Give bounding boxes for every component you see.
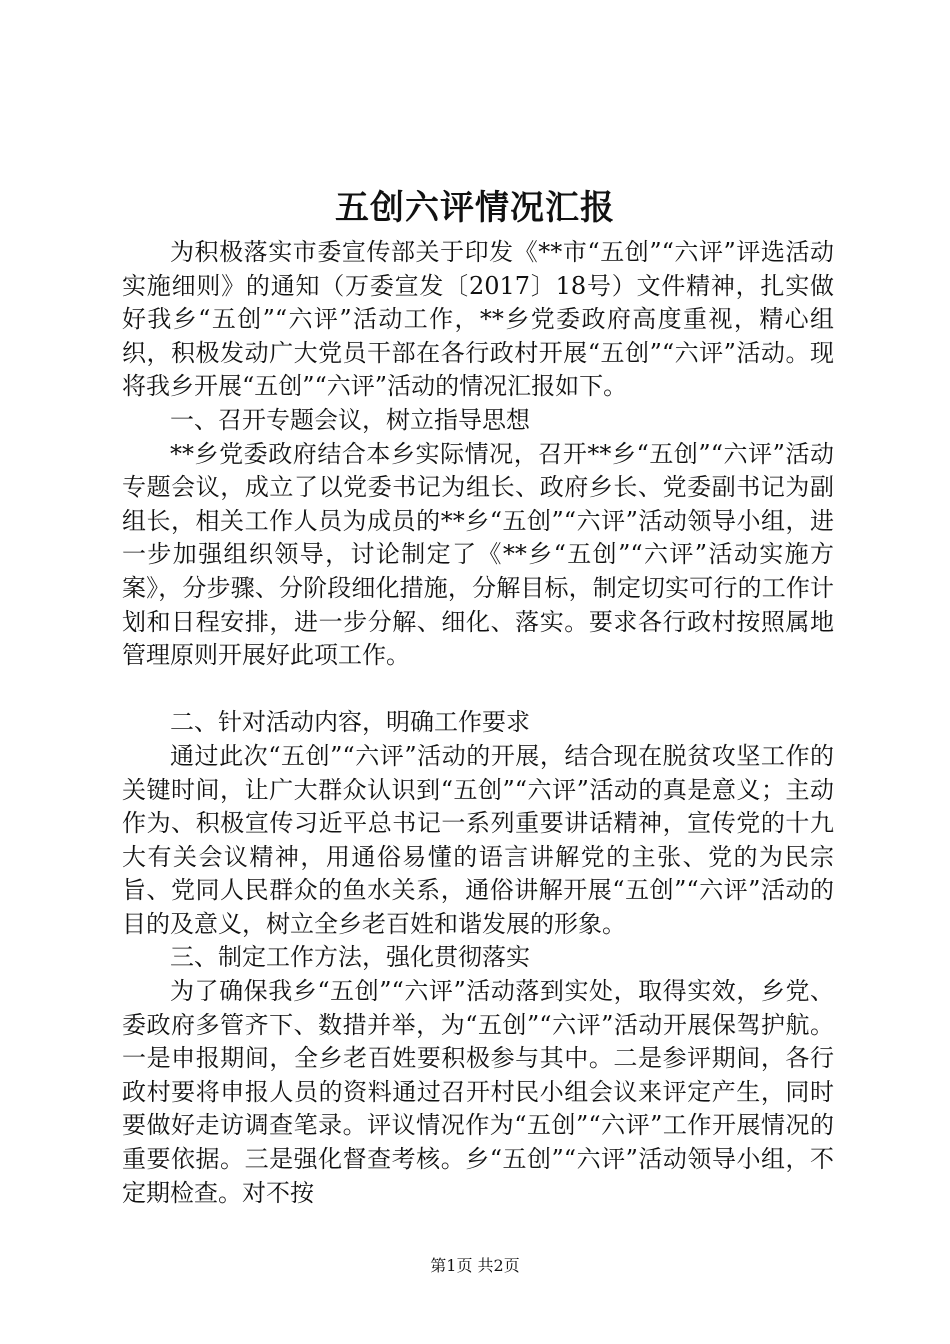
section-paragraph-1: **乡党委政府结合本乡实际情况，召开**乡“五创”“六评”活动专题会议，成立了以党委书记为组长、政府乡长、党委副书记为副组长，相关工作人员为成员的**乡“五创”“六评”活动领导小组，进一步加强组织领导，讨论制定了《**乡“五创”“六评”活动实施方案》，分步骤、分阶段细化措施，分解目标，制定切实可行的工作计划和日程安排，进一步分解、细化、落实。要求各行政村按照属地管理原则开展好此项工作。 — [122, 439, 834, 670]
page-number-footer: 第1页 共2页 — [430, 1256, 520, 1275]
section-heading-2: 二、针对活动内容，明确工作要求 — [170, 708, 530, 737]
section-paragraph-2: 通过此次“五创”“六评”活动的开展，结合现在脱贫攻坚工作的关键时间，让广大群众认识到“五创”“六评”活动的真是意义；主动作为、积极宣传习近平总书记一系列重要讲话精神，宣传党的十九大有关会议精神，用通俗易懂的语言讲解党的主张、党的为民宗旨、党同人民群众的鱼水关系，通俗讲解开展“五创”“六评”活动的目的及意义，树立全乡老百姓和谐发展的形象。 — [122, 741, 834, 938]
intro-paragraph: 为积极落实市委宣传部关于印发《**市“五创”“六评”评选活动实施细则》的通知（万委宣发〔2017〕18号）文件精神，扎实做好我乡“五创”“六评”活动工作，**乡党委政府高度重视，精心组织，积极发动广大党员干部在各行政村开展“五创”“六评”活动。现将我乡开展“五创”“六评”活动的情况汇报如下。 — [122, 238, 834, 401]
section-heading-3: 三、制定工作方法，强化贯彻落实 — [170, 943, 530, 972]
document-body — [122, 236, 834, 1210]
document-title: 五创六评情况汇报 — [335, 188, 615, 228]
section-heading-1: 一、召开专题会议，树立指导思想 — [170, 405, 530, 434]
section-paragraph-3: 为了确保我乡“五创”“六评”活动落到实处，取得实效，乡党、委政府多管齐下、数措并举，为“五创”“六评”活动开展保驾护航。一是申报期间，全乡老百姓要积极参与其中。二是参评期间，各行政村要将申报人员的资料通过召开村民小组会议来评定产生，同时要做好走访调查笔录。评议情况作为“五创”“六评”工作开展情况的重要依据。三是强化督查考核。乡“五创”“六评”活动领导小组，不定期检查。对不按 — [122, 977, 834, 1207]
